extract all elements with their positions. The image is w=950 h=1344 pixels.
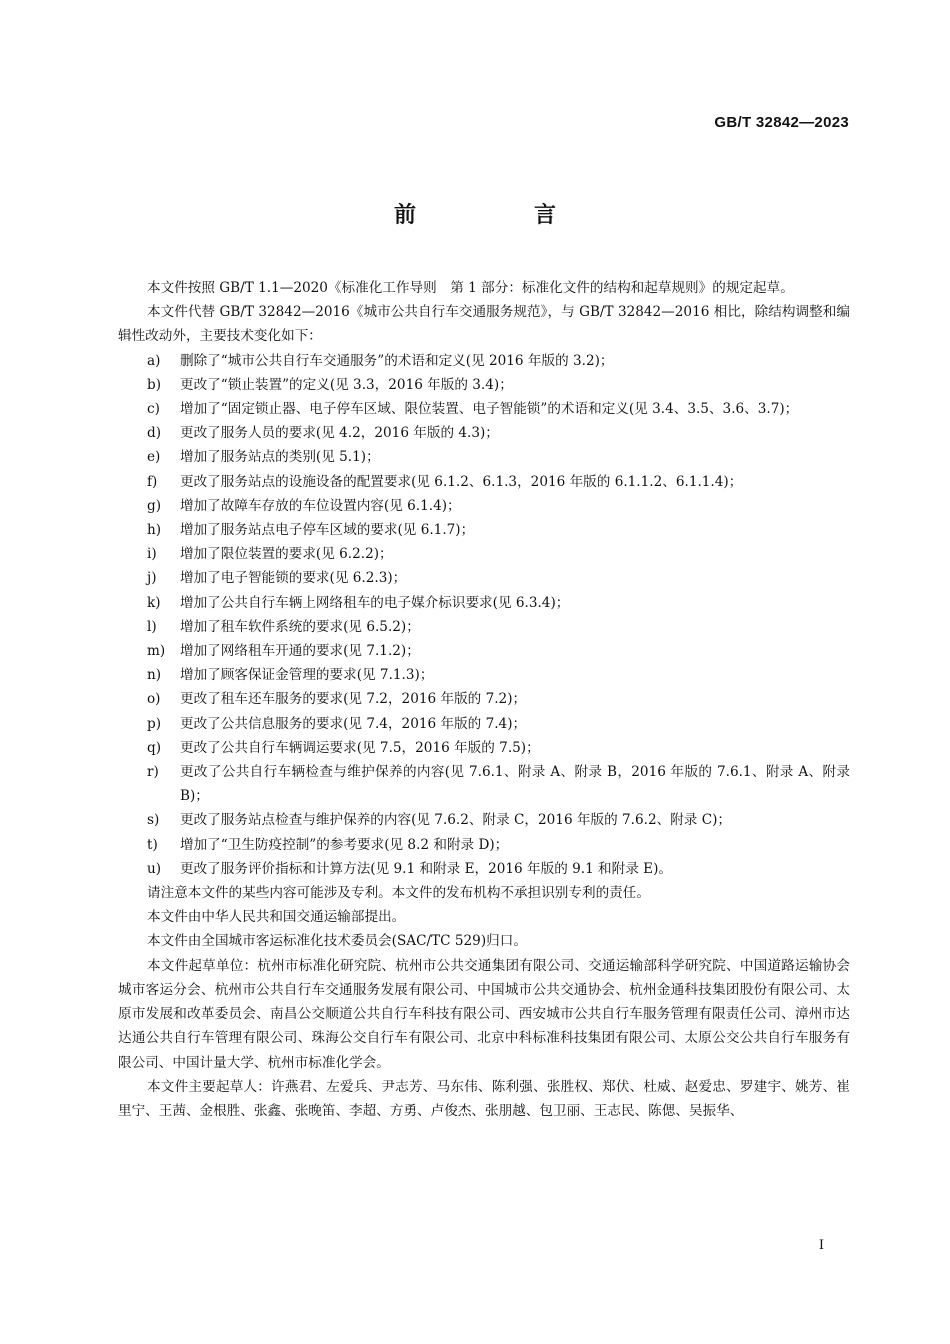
list-marker: j) — [147, 570, 157, 587]
list-item — [118, 591, 850, 615]
list-item — [118, 760, 850, 808]
list-text: 更改了公共自行车辆调运要求(见 7.5，2016 年版的 7.5)； — [180, 739, 540, 756]
list-marker: k) — [147, 594, 161, 611]
list-marker: f) — [147, 473, 158, 490]
list-item — [118, 857, 850, 881]
paragraph-replacement: 本文件代替 GB/T 32842—2016《城市公共自行车交通服务规范》，与 GB/T 32842—2016 相比，除结构调整和编辑性改动外，主要技术变化如下： — [118, 304, 850, 345]
list-text: 增加了“卫生防疫控制”的参考要求(见 8.2 和附录 D)； — [180, 836, 509, 853]
list-marker: m) — [147, 643, 166, 660]
list-item — [118, 663, 850, 687]
page-title: 前 言 — [393, 202, 604, 228]
list-marker: e) — [147, 449, 161, 466]
paragraph-patent-notice: 请注意本文件的某些内容可能涉及专利。本文件的发布机构不承担识别专利的责任。 — [147, 885, 650, 902]
paragraph-drafters: 本文件主要起草人：许燕君、左爱兵、尹志芳、马东伟、陈利强、张胜权、郑伏、杜威、赵爱忠、罗建宇、姚芳、崔里宁、王茜、金根胜、张鑫、张晚笛、李超、方勇、卢俊杰、张朋越、包卫丽、王志民、陈偲、吴振华、 — [118, 1078, 850, 1119]
list-text: 更改了服务人员的要求(见 4.2，2016 年版的 4.3)； — [180, 425, 499, 442]
changes-list — [118, 349, 850, 881]
list-item — [118, 615, 850, 639]
list-marker: l) — [147, 618, 157, 635]
list-text: 增加了顾客保证金管理的要求(见 7.1.3)； — [180, 667, 434, 684]
list-item — [118, 808, 850, 832]
list-item — [118, 445, 850, 469]
list-text: 增加了公共自行车辆上网络租车的电子媒介标识要求(见 6.3.4)； — [180, 594, 570, 611]
list-item — [118, 470, 850, 494]
paragraph-proposer: 本文件由中华人民共和国交通运输部提出。 — [147, 909, 406, 926]
list-text: 增加了服务站点的类别(见 5.1)； — [180, 449, 380, 466]
list-text: 更改了服务评价指标和计算方法(见 9.1 和附录 E，2016 年版的 9.1 和附录 E)。 — [180, 860, 672, 877]
list-text: 更改了服务站点的设施设备的配置要求(见 6.1.2、6.1.3，2016 年版的 6.1.1.2、6.1.1.4)； — [180, 473, 743, 490]
list-text: 删除了“城市公共自行车交通服务”的术语和定义(见 2016 年版的 3.2)； — [180, 352, 614, 369]
list-marker: o) — [147, 691, 161, 708]
list-marker: d) — [147, 425, 162, 442]
list-item — [118, 833, 850, 857]
list-text: 更改了“锁止装置”的定义(见 3.3，2016 年版的 3.4)； — [180, 376, 513, 393]
standard-code: GB/T 32842—2023 — [714, 114, 849, 131]
list-item — [118, 687, 850, 711]
list-text: 更改了公共自行车辆检查与维护保养的内容(见 7.6.1、附录 A、附录 B，2016 年版的 7.6.1、附录 A、附录 B)； — [180, 764, 850, 805]
list-marker: q) — [147, 739, 162, 756]
list-text: 更改了服务站点检查与维护保养的内容(见 7.6.2、附录 C，2016 年版的 7.6.2、附录 C)； — [180, 812, 732, 829]
list-marker: u) — [147, 860, 162, 877]
list-item — [118, 373, 850, 397]
list-marker: g) — [147, 497, 162, 514]
list-item — [118, 542, 850, 566]
list-text: 增加了服务站点电子停车区域的要求(见 6.1.7)； — [180, 522, 475, 539]
document-body — [118, 276, 850, 1123]
list-item — [118, 349, 850, 373]
list-item — [118, 494, 850, 518]
list-text: 增加了限位装置的要求(见 6.2.2)； — [180, 546, 393, 563]
list-text: 增加了故障车存放的车位设置内容(见 6.1.4)； — [180, 497, 461, 514]
list-marker: t) — [147, 836, 158, 853]
list-marker: n) — [147, 667, 162, 684]
paragraph-drafting-units: 本文件起草单位：杭州市标准化研究院、杭州市公共交通集团有限公司、交通运输部科学研究院、中国道路运输协会城市客运分会、杭州市公共自行车交通服务发展有限公司、中国城市公共交通协会、杭州金通科技集团股份有限公司、太原市发展和改革委员会、南昌公交顺道公共自行车科技有限公司、西安城市公共自行车服务管理有限责任公司、漳州市达达通公共自行车管理有限公司、珠海公交自行车有限公司、北京中科标准科技集团有限公司、太原公交公共自行车服务有限公司、中国计量大学、杭州市标准化学会。 — [118, 957, 850, 1071]
paragraph-drafting-rules: 本文件按照 GB/T 1.1—2020《标准化工作导则 第 1 部分：标准化文件的结构和起草规则》的规定起草。 — [147, 280, 794, 296]
list-item — [118, 518, 850, 542]
list-marker: c) — [147, 401, 160, 418]
list-item — [118, 566, 850, 590]
list-item — [118, 639, 850, 663]
list-marker: b) — [147, 376, 162, 393]
list-marker: a) — [147, 352, 161, 369]
list-text: 更改了租车还车服务的要求(见 7.2，2016 年版的 7.2)； — [180, 691, 527, 708]
list-marker: i) — [147, 546, 157, 563]
list-text: 增加了“固定锁止器、电子停车区域、限位装置、电子智能锁”的术语和定义(见 3.4、3.5、3.6、3.7)； — [180, 401, 799, 418]
list-marker: s) — [147, 812, 160, 829]
list-text: 增加了租车软件系统的要求(见 6.5.2)； — [180, 618, 420, 635]
list-text: 更改了公共信息服务的要求(见 7.4，2016 年版的 7.4)； — [180, 715, 527, 732]
list-item — [118, 397, 850, 421]
list-item — [118, 421, 850, 445]
list-item — [118, 736, 850, 760]
list-text: 增加了电子智能锁的要求(见 6.2.3)； — [180, 570, 407, 587]
list-marker: h) — [147, 522, 162, 539]
list-marker: r) — [147, 764, 159, 781]
list-marker: p) — [147, 715, 162, 732]
list-text: 增加了网络租车开通的要求(见 7.1.2)； — [180, 643, 420, 660]
page-number: I — [818, 1238, 824, 1253]
list-item — [118, 712, 850, 736]
paragraph-technical-committee: 本文件由全国城市客运标准化技术委员会(SAC/TC 529)归口。 — [147, 933, 527, 950]
